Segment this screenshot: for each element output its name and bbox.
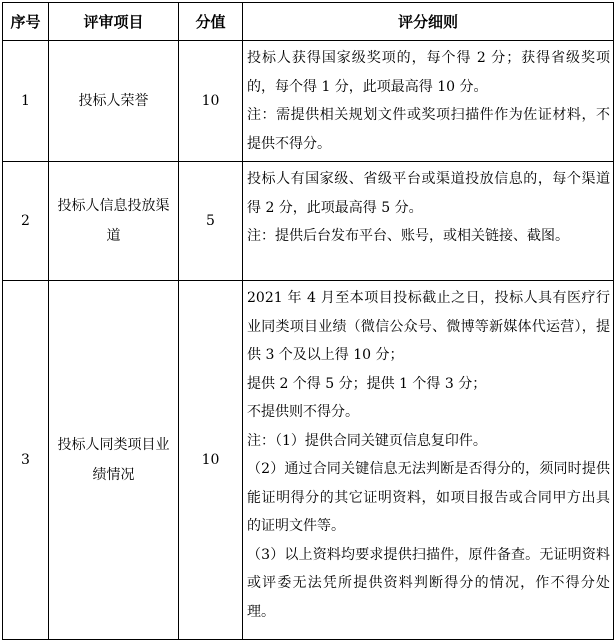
- scoring-table: [2, 2, 614, 640]
- detail-paragraph: 2021 年 4 月至本项目投标截止之日，投标人具有医疗行业同类项目业绩（微信公众号、微博等新媒体代运营），提供 3 个及以上得 10 分；: [247, 290, 610, 363]
- row-item-cell: [49, 162, 179, 281]
- detail-note: （3）以上资料均要求提供扫描件，原件备查。无证明资料或评委无法凭所提供资料判断得分的情况，作不得分处理。: [247, 546, 610, 620]
- row-item: 投标人同类项目业绩情况: [57, 437, 170, 483]
- row-item: 投标人荣誉: [78, 93, 149, 109]
- detail-paragraph: 投标人获得国家级奖项的，每个得 2 分；获得省级奖项的，每个得 1 分，此项最高得 10 分。: [247, 50, 610, 95]
- table-header-row: [3, 3, 614, 41]
- table-row: [3, 281, 614, 640]
- header-score: 分值: [179, 3, 243, 41]
- row-score: 5: [179, 162, 243, 281]
- row-index: 3: [3, 281, 49, 640]
- detail-note: 注：（1）提供合同关键页信息复印件。: [247, 432, 487, 449]
- detail-paragraph: 投标人有国家级、省级平台或渠道投放信息的，每个渠道得 2 分，此项最高得 5 分。: [247, 171, 610, 216]
- row-score: 10: [179, 281, 243, 640]
- row-index: 2: [3, 162, 49, 281]
- row-details: [243, 41, 614, 162]
- detail-paragraph: 提供 2 个得 5 分；提供 1 个得 3 分；: [247, 375, 487, 392]
- header-item: 评审项目: [49, 3, 179, 41]
- row-index: 1: [3, 41, 49, 162]
- detail-note: 注：提供后台发布平台、账号，或相关链接、截图。: [247, 228, 569, 244]
- row-details: [243, 162, 614, 281]
- row-details: [243, 281, 614, 640]
- header-index: 序号: [3, 3, 49, 41]
- table-row: [3, 41, 614, 162]
- table-row: [3, 162, 614, 281]
- header-details: 评分细则: [243, 3, 614, 41]
- row-item-cell: [49, 41, 179, 162]
- detail-paragraph: 不提供则不得分。: [247, 404, 359, 420]
- detail-note: （2）通过合同关键信息无法判断是否得分的，须同时提供能证明得分的其它证明资料，如项目报告或合同甲方出具的证明文件等。: [247, 461, 610, 534]
- detail-note: 注：需提供相关规划文件或奖项扫描件作为佐证材料，不提供不得分。: [247, 107, 610, 152]
- row-score: 10: [179, 41, 243, 162]
- row-item-cell: [49, 281, 179, 640]
- row-item: 投标人信息投放渠道: [57, 198, 170, 244]
- scoring-table-container: [2, 2, 613, 640]
